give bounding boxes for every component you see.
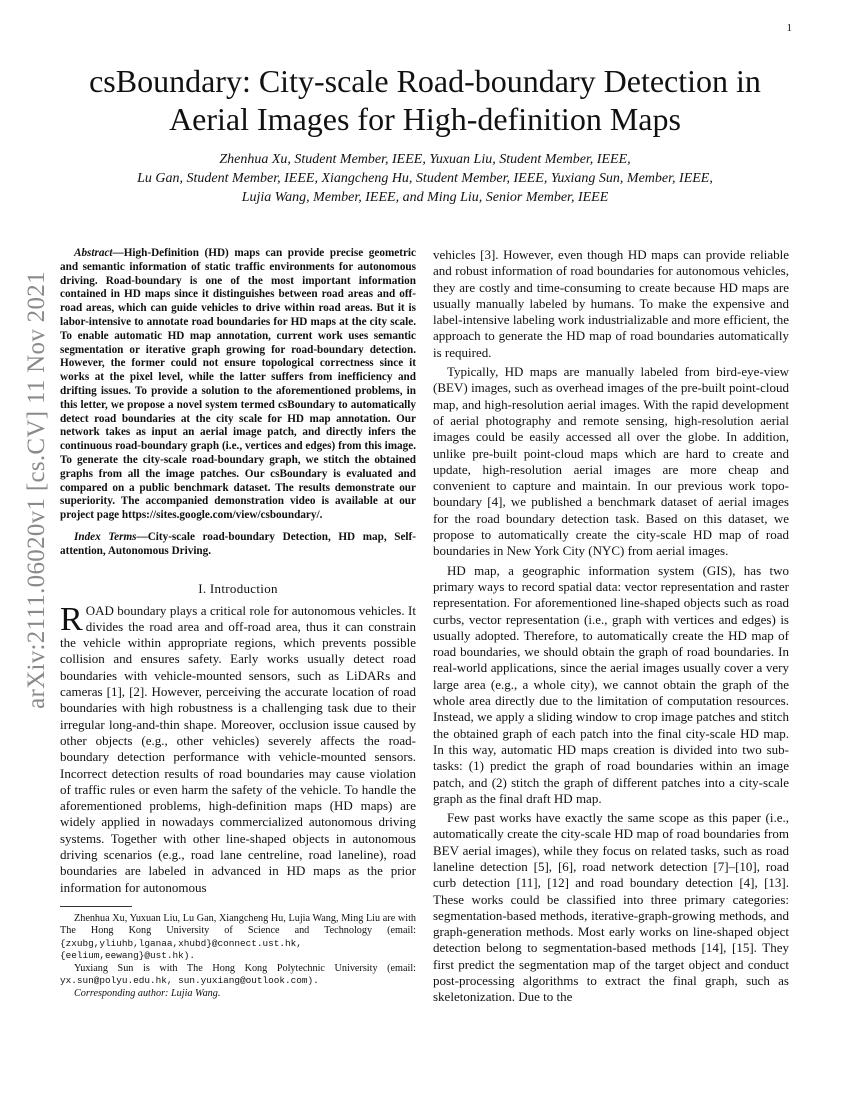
abstract-label: Abstract [74,247,113,259]
author-list [60,150,790,207]
section-heading-introduction: I. Introduction [198,580,278,596]
right-paragraph-3: HD map, a geographic information system (GIS), has two primary ways to record spatial data: vector representation and raster representation. For aforementioned line-shaped objects such as road curbs, vector representation (i.e., graph with vertices and edges) is usually adopted. Therefore, to automatically create the HD map of road boundaries, we should obtain the graph of road boundaries. In real-world applications, since the aerial images usually cover a very large area (e.g., a whole city), we cannot obtain the graph of the whole area directly due to the limitation of computation resources. Instead, we apply a sliding window to crop image patches and stitch the obtained graph of each patch into the final city-scale HD map. In this way, automatic HD maps creation is divided into two sub-tasks: (1) predict the graph of road boundaries within an image patch, and (2) stitch the graph of different patches into a city-scale graph as the final draft HD map. [433,562,789,806]
intro-paragraph [60,600,416,896]
footnote-corresponding-author: Corresponding author: Lujia Wang. [74,987,221,999]
abstract-text: —High-Definition (HD) maps can provide precise geometric and semantic information of static traffic environments for autonomous driving. Road-boundary is one of the most important information contained in HD maps since it distinguishes between road areas and off-road areas, which can guide vehicles to drive within road areas. But it is labor-intensive to annotate road boundaries for HD maps at the city scale. To enable automatic HD map annotation, current work uses semantic segmentation or iterative graph growing for road-boundary detection. However, the former could not ensure topological correctness since it works at the pixel level, while the latter suffers from inefficiency and drifting issues. To provide a solution to the aforementioned problems, in this letter, we propose a novel system termed csBoundary to automatically detect road boundaries at the city scale for HD map annotation. Our network takes as input an aerial image patch, and directly infers the continuous road-boundary graph (i.e., vertices and edges) from this image. To generate the city-scale road-boundary graph, we stitch the obtained graphs from all the image patches. Our csBoundary is evaluated and compared on a public benchmark dataset. The results demonstrate our superiority. The accompanied demonstration video is available at our project page https://sites.google.com/view/csboundary/. [60,247,416,522]
abstract [60,247,416,523]
index-terms [60,531,416,559]
right-paragraph-2: Typically, HD maps are manually labeled from bird-eye-view (BEV) images, such as overhead images of the pre-built point-cloud map, and high-resolution aerial images. With the rapid development of aerial photography and remote sensing, high-resolution aerial images could be easily accessed all over the globe. In addition, unlike pre-built point-cloud maps which are hard to create and update, high-resolution aerial images are more cheap and convenient to capture and maintain. In our previous work topo-boundary [4], we published a benchmark dataset of aerial images for the road boundary detection task. Based on this dataset, we propose to automatically create the city-scale HD map of road boundaries in New York City (NYC) from aerial images. [433,364,789,559]
author-line-1: Zhenhua Xu, Student Member, IEEE, Yuxuan Liu, Student Member, IEEE, [219,152,631,167]
footnote-emails-polyu: yx.sun@polyu.edu.hk, sun.yuxiang@outlook.com). [60,975,319,987]
arxiv-stamp [23,271,50,709]
footnote-rule [60,906,132,907]
index-terms-label: Index Terms [74,530,137,543]
footnote-affiliation-hkust: Zhenhua Xu, Yuxuan Liu, Lu Gan, Xiangcheng Hu, Lujia Wang, Ming Liu are with The Hong Kong University of Science and Technology (email: {zxubg,yliuhb,lganaa,xhubd}@connect.ust.hk,{eelium,eewang}@ust.hk). [60,912,416,962]
drop-cap: R [60,600,83,638]
author-line-2: Lu Gan, Student Member, IEEE, Xiangcheng Hu, Student Member, IEEE, Yuxiang Sun, Member, IEEE, [137,171,713,186]
arxiv-identifier: arXiv:2111.06020v1 [cs.CV] 11 Nov 2021 [23,271,50,709]
right-paragraph-4: Few past works have exactly the same scope as this paper (i.e., automatically create the city-scale HD map of road boundaries from BEV aerial images), while they focus on related tasks, such as road laneline detection [5], [6], road network detection [7]–[10], road curb detection [11], [12] and road boundary detection [4], [13]. These works could be classified into three primary categories: segmentation-based methods, iterative-graph-growing methods, and graph-generation methods. Most early works on line-shaped object detection belong to segmentation-based methods [14], [15]. They first predict the segmentation map of the target object and conduct post-processing algorithms to extract the final graph, such as skeletonization. Due to the [433,810,789,1005]
intro-text: OAD boundary plays a critical role for autonomous vehicles. It divides the road area and off-road area, thus it can constrain the vehicle within appropriate regions, which prevents possible collision and ensures safety. Early works usually detect road boundaries with vehicle-mounted sensors, such as LiDARs and cameras [1], [2]. However, perceiving the accurate location of road boundaries with high robustness is a challenging task due to their irregular long-and-thin shape. Moreover, occlusion issue caused by other objects (e.g., other vehicles) severely affects the road-boundary detection performance with vehicle-mounted sensors. Incorrect detection results of road boundaries may cause violation of traffic rules or even harm the safety of the vehicle. To handle the aforementioned problems, high-definition maps (HD maps) are widely applied in nowadays commercialized autonomous driving systems. Together with other line-shaped objects in autonomous driving scenarios (e.g., road lane centreline, road laneline), road boundaries are labeled in advanced in HD maps as the prior information for autonomous [60,602,416,895]
author-line-3: Lujia Wang, Member, IEEE, and Ming Liu, Senior Member, IEEE [241,190,609,205]
index-terms-text: —City-scale road-boundary Detection, HD map, Self-attention, Autonomous Driving. [60,530,416,557]
paper-title: csBoundary: City-scale Road-boundary Detection in Aerial Images for High-definition Maps [89,63,761,137]
footnote-emails-hkust: {zxubg,yliuhb,lganaa,xhubd}@connect.ust.hk,{eelium,eewang}@ust.hk). [60,937,302,962]
right-paragraph-1: vehicles [3]. However, even though HD maps can provide reliable and robust information of road boundaries for autonomous vehicles, they are costly and time-consuming to create because HD maps are usually manually labeled by humans. To make the expensive and label-intensive labeling work industrializable and more efficient, the approach to generate the HD map of road boundaries automatically is required. [433,247,789,360]
right-column [433,247,789,1006]
footnote-affiliation-polyu: Yuxiang Sun is with The Hong Kong Polytechnic University (email: yx.sun@polyu.edu.hk, sun.yuxiang@outlook.com). [60,962,416,987]
page-number: 1 [786,22,792,34]
left-column [60,247,416,1000]
